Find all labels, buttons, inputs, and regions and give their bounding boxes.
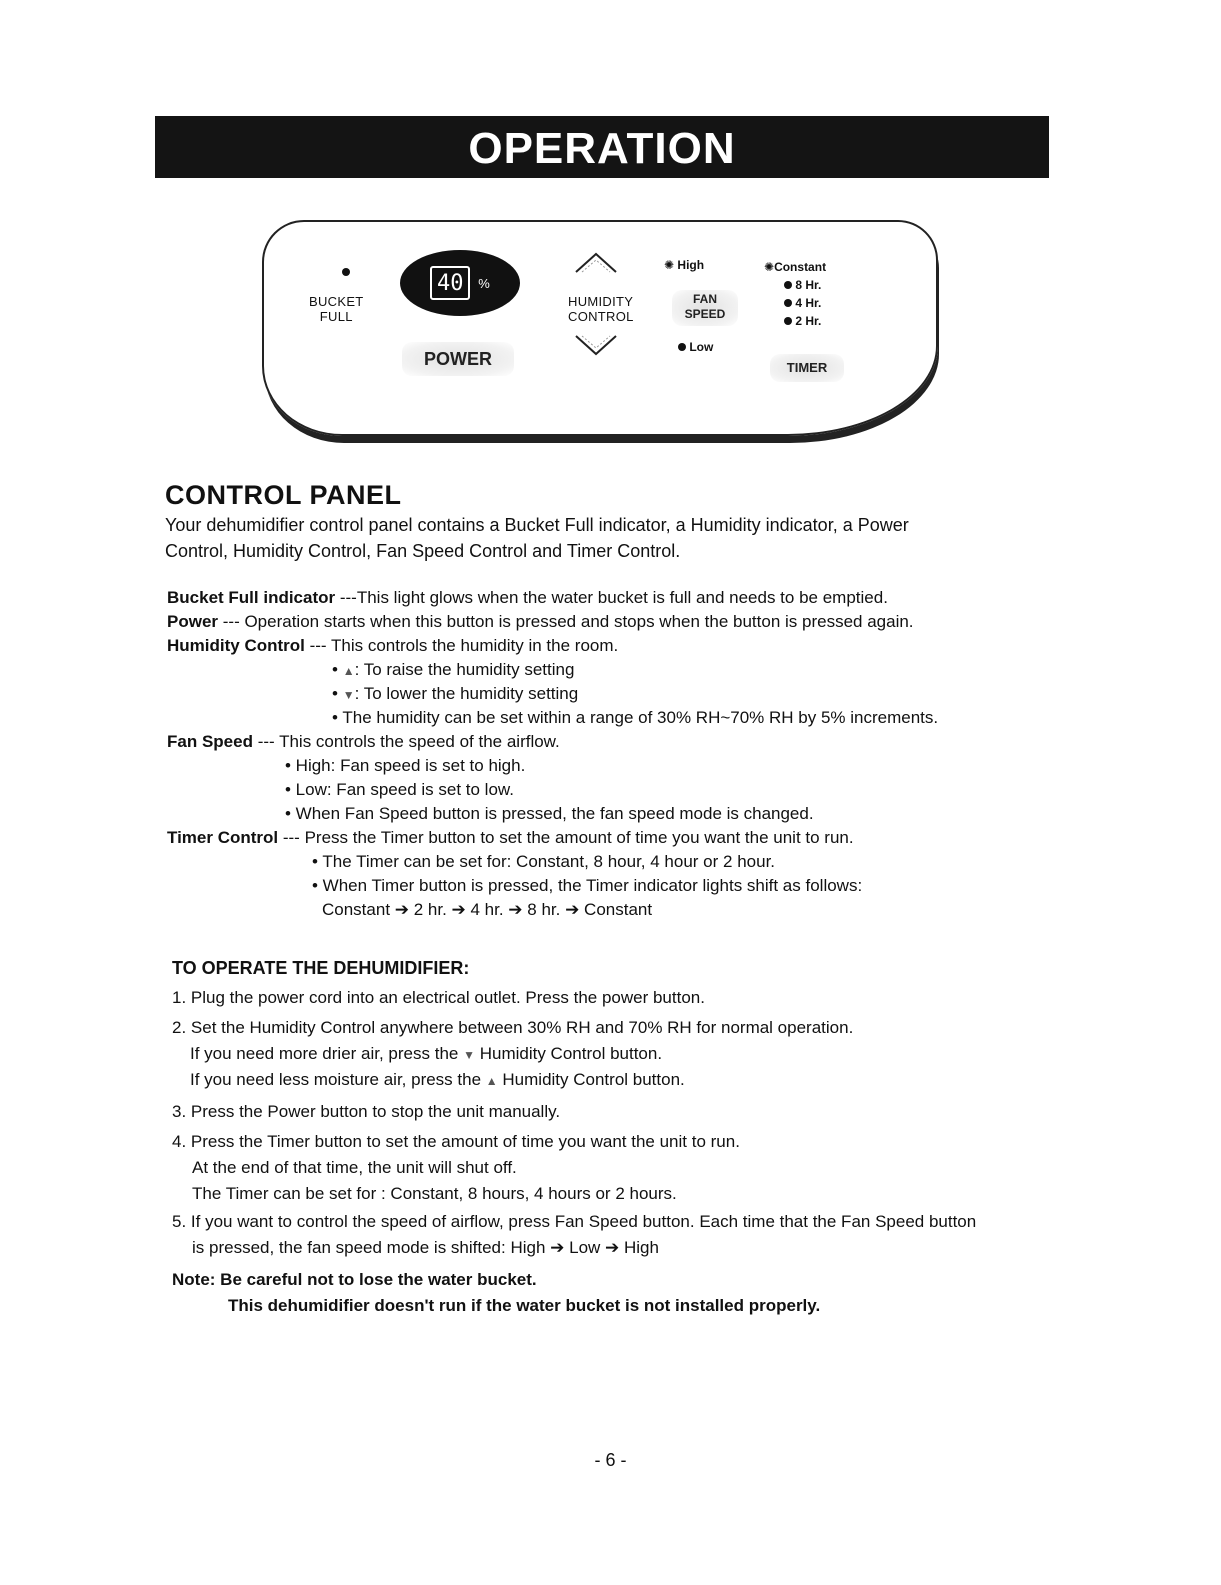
timer-indicators: [764, 258, 826, 330]
timer-8hr-indicator: 8 Hr.: [764, 276, 826, 294]
timer-constant-indicator: ✺Constant: [764, 260, 827, 274]
power-item: Power --- Operation starts when this button is pressed and stops when the button is pressed again.: [167, 612, 914, 631]
step-1: 1. Plug the power cord into an electrical outlet. Press the power button.: [172, 988, 705, 1007]
step-3: 3. Press the Power button to stop the unit manually.: [172, 1102, 561, 1121]
humidity-down-icon: ▼: [463, 1048, 475, 1062]
led-dot-icon: [784, 317, 792, 325]
fan-speed-button[interactable]: FAN SPEED: [672, 290, 738, 326]
step-5: 5. If you want to control the speed of airflow, press Fan Speed button. Each time that the Fan Speed button: [172, 1212, 977, 1231]
power-button[interactable]: POWER: [402, 342, 514, 376]
control-panel-illustration: [262, 220, 938, 436]
timer-item: Timer Control --- Press the Timer button to set the amount of time you want the unit to run.: [167, 828, 854, 847]
bucket-full-led: [342, 268, 350, 276]
humidity-control-label: HUMIDITY CONTROL: [568, 294, 634, 324]
humidity-bullet-1: • ▲: To raise the humidity setting: [332, 660, 575, 679]
fan-high-indicator: [664, 258, 704, 272]
operate-title: TO OPERATE THE DEHUMIDIFIER:: [172, 958, 470, 978]
timer-button[interactable]: TIMER: [770, 354, 844, 382]
fan-speed-item: Fan Speed --- This controls the speed of the airflow.: [167, 732, 560, 751]
humidity-up-icon[interactable]: [568, 248, 624, 276]
fan-bullet-2: • Low: Fan speed is set to low.: [285, 780, 514, 799]
fan-bullet-3: • When Fan Speed button is pressed, the fan speed mode is changed.: [285, 804, 814, 823]
humidity-up-icon: ▲: [342, 664, 355, 678]
step-5a: is pressed, the fan speed mode is shifted: High ➔ Low ➔ High: [192, 1238, 659, 1257]
humidity-bullet-2: • ▼: To lower the humidity setting: [332, 684, 579, 703]
sun-led-icon: ✺: [764, 260, 775, 274]
humidity-display: [400, 250, 520, 316]
fan-high-label: High: [677, 258, 705, 272]
step-4b: The Timer can be set for : Constant, 8 hours, 4 hours or 2 hours.: [192, 1184, 677, 1203]
timer-2hr-indicator: 2 Hr.: [764, 312, 826, 330]
step-2a: If you need more drier air, press the ▼ Humidity Control button.: [190, 1044, 663, 1063]
section-title: CONTROL PANEL: [165, 480, 402, 510]
humidity-bullet-3: • The humidity can be set within a range of 30% RH~70% RH by 5% increments.: [332, 708, 939, 727]
note-line-2: This dehumidifier doesn't run if the water bucket is not installed properly.: [228, 1296, 821, 1315]
step-2: 2. Set the Humidity Control anywhere between 30% RH and 70% RH for normal operation.: [172, 1018, 854, 1037]
fan-low-indicator: [678, 340, 713, 354]
humidity-item: Humidity Control --- This controls the humidity in the room.: [167, 636, 619, 655]
led-dot-icon: [784, 281, 792, 289]
sun-led-icon: ✺: [664, 258, 675, 272]
bucket-full-label: BUCKET FULL: [309, 294, 364, 324]
step-2b: If you need less moisture air, press the ▲ Humidity Control button.: [190, 1070, 685, 1089]
timer-bullet-2: • When Timer button is pressed, the Timer indicator lights shift as follows:: [312, 876, 863, 895]
humidity-down-icon[interactable]: [568, 332, 624, 360]
fan-low-label: Low: [689, 340, 714, 354]
display-unit: %: [478, 275, 490, 291]
timer-4hr-indicator: 4 Hr.: [764, 294, 826, 312]
intro-line-2: Control, Humidity Control, Fan Speed Control and Timer Control.: [165, 541, 681, 561]
humidity-up-icon: ▲: [485, 1074, 498, 1088]
led-dot-icon: [678, 343, 686, 351]
display-value: 40: [430, 266, 470, 300]
bucket-full-item: Bucket Full indicator ---This light glows when the water bucket is full and needs to be emptied.: [167, 588, 888, 607]
note-line-1: Note: Be careful not to lose the water bucket.: [172, 1270, 537, 1289]
page-banner: OPERATION: [155, 116, 1049, 178]
page-number: - 6 -: [594, 1450, 627, 1470]
intro-line-1: Your dehumidifier control panel contains a Bucket Full indicator, a Humidity indicator, a Power: [165, 515, 909, 535]
step-4: 4. Press the Timer button to set the amount of time you want the unit to run.: [172, 1132, 740, 1151]
led-dot-icon: [784, 299, 792, 307]
humidity-down-icon: ▼: [342, 688, 355, 702]
timer-sequence: Constant ➔ 2 hr. ➔ 4 hr. ➔ 8 hr. ➔ Constant: [322, 900, 653, 919]
timer-bullet-1: • The Timer can be set for: Constant, 8 hour, 4 hour or 2 hour.: [312, 852, 776, 871]
step-4a: At the end of that time, the unit will shut off.: [192, 1158, 517, 1177]
fan-bullet-1: • High: Fan speed is set to high.: [285, 756, 526, 775]
